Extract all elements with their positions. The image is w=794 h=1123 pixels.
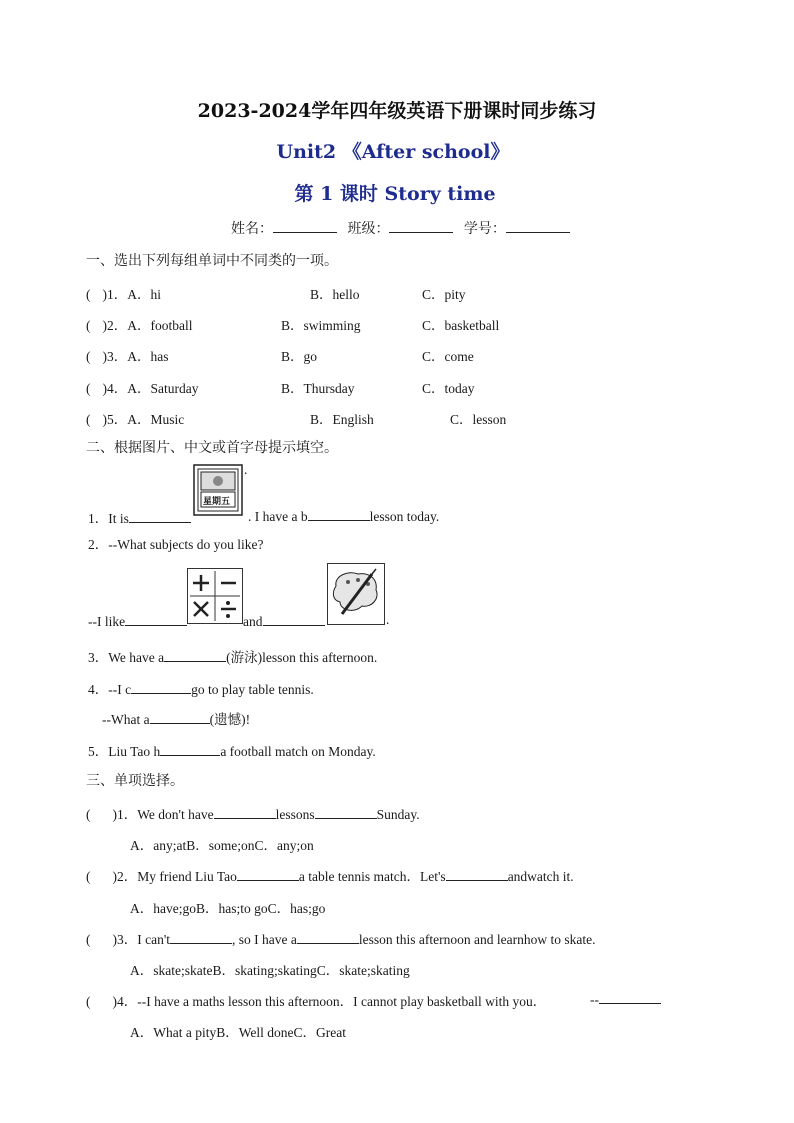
option-c: C．pity	[422, 287, 466, 302]
s2-q4-text-a: 4．--I c	[88, 682, 132, 697]
answer-paren[interactable]: (	[86, 807, 91, 822]
option-c: C．lesson	[450, 412, 507, 427]
answer-paren[interactable]: (	[86, 287, 91, 302]
option-a: )3．A．has	[102, 349, 169, 364]
student-info	[231, 218, 570, 238]
s3-q1-end: Sunday.	[376, 807, 420, 822]
s3-q3-options: A．skate;skateB．skating;skatingC．skate;skating	[130, 963, 410, 978]
s3-q2-blank1[interactable]	[237, 867, 299, 881]
s3-q4-blank[interactable]	[599, 990, 661, 1004]
s2-q4-text-d: (遗憾)!	[209, 712, 251, 727]
s3-q3-blank1[interactable]	[170, 930, 232, 944]
section3-heading: 三、单项选择。	[86, 773, 184, 789]
option-b: B．go	[281, 349, 318, 364]
s3-q1-mid: lessons	[275, 807, 315, 822]
option-a: )5．A．Music	[102, 412, 185, 427]
s3-q1-blank1[interactable]	[214, 805, 276, 819]
paint-palette-icon	[328, 564, 384, 624]
lesson-title: 第 1 课时 Story time	[294, 183, 496, 205]
s3-q4-mid: --	[590, 992, 599, 1007]
s2-q4	[88, 678, 314, 698]
s2-q1-text-c: lesson today.	[369, 509, 440, 524]
name-label: 姓名：	[231, 221, 273, 237]
answer-paren[interactable]: (	[86, 381, 91, 396]
s3-q3-end: lesson this afternoon and learnhow to skate.	[358, 932, 596, 947]
id-blank[interactable]	[506, 219, 570, 233]
s2-q4-blank1[interactable]	[131, 680, 191, 694]
s3-q2-blank2[interactable]	[446, 867, 508, 881]
option-b: B．Thursday	[281, 381, 355, 396]
s3-q2	[86, 865, 574, 885]
s2-q2-text-a: --I like	[88, 614, 126, 629]
s2-q5-blank[interactable]	[160, 742, 220, 756]
art-image	[327, 563, 385, 625]
s3-q1-options: A．any;atB．some;onC．any;on	[130, 838, 314, 853]
maths-image	[187, 568, 243, 624]
s3-q4-options: A．What a pityB．Well doneC．Great	[130, 1025, 346, 1040]
unit-title: Unit2 《After school》	[276, 141, 510, 163]
s2-q1	[88, 507, 191, 527]
class-label: 班级：	[347, 221, 390, 237]
option-c: C．basketball	[422, 318, 500, 333]
s2-q1-rest	[248, 507, 439, 525]
s2-q4-reply	[102, 708, 250, 728]
list-item	[86, 377, 198, 397]
s2-q3-text-a: 3．We have a	[88, 650, 165, 665]
s2-q1-text-a: 1．It is	[88, 511, 129, 526]
id-label: 学号：	[463, 221, 506, 237]
s3-q2-mid: a table tennis match．Let's	[298, 869, 446, 884]
answer-paren[interactable]: (	[86, 412, 91, 427]
option-a: )2．A．football	[102, 318, 193, 333]
s3-q3-stem: )3．I can't	[112, 932, 171, 947]
s3-q2-options: A．have;goB．has;to goC．has;go	[130, 901, 326, 916]
answer-paren[interactable]: (	[86, 932, 91, 947]
s3-q3-mid: , so I have a	[232, 932, 297, 947]
answer-paren[interactable]: (	[86, 994, 91, 1009]
calendar-dot: .	[244, 462, 248, 477]
s3-q3-blank2[interactable]	[297, 930, 359, 944]
s2-q4-text-c: --What a	[102, 712, 150, 727]
s3-q2-stem: )2．My friend Liu Tao	[112, 869, 237, 884]
calendar-icon	[193, 464, 243, 516]
option-b: B．hello	[310, 287, 360, 302]
s3-q1	[86, 803, 420, 823]
section1-heading: 一、选出下列每组单词中不同类的一项。	[86, 253, 338, 269]
s2-q4-text-b: go to play table tennis.	[191, 682, 314, 697]
answer-paren[interactable]: (	[86, 318, 91, 333]
calendar-friday-image	[193, 464, 243, 516]
s2-q3	[88, 646, 377, 666]
s2-q5-text-a: 5．Liu Tao h	[88, 744, 161, 759]
s2-q1-text-b: . I have a b	[248, 509, 308, 524]
class-blank[interactable]	[389, 219, 453, 233]
s2-q4-blank2[interactable]	[150, 710, 210, 724]
option-b: B．swimming	[281, 318, 361, 333]
s3-q4-reply	[590, 990, 661, 1008]
s2-q2-answer-mid	[243, 612, 325, 630]
page-title: 2023-2024学年四年级英语下册课时同步练习	[197, 100, 597, 122]
s2-q1-blank1[interactable]	[129, 509, 191, 523]
list-item	[86, 408, 184, 428]
option-c: C．come	[422, 349, 474, 364]
s3-q4	[86, 990, 546, 1010]
s3-q3	[86, 928, 595, 948]
name-blank[interactable]	[273, 219, 337, 233]
option-a: )1．A．hi	[102, 287, 161, 302]
option-b: B．English	[310, 412, 374, 427]
answer-paren[interactable]: (	[86, 349, 91, 364]
s2-q2-answer	[88, 612, 187, 630]
s3-q1-blank2[interactable]	[315, 805, 377, 819]
s2-q1-blank2[interactable]	[308, 507, 370, 521]
math-symbols-icon	[188, 569, 242, 623]
s2-q2-prompt: 2．--What subjects do you like?	[88, 537, 264, 552]
list-item	[86, 283, 161, 303]
s3-q4-stem: )4．--I have a maths lesson this afternoon．I cannot play basketball with you．	[112, 994, 547, 1009]
option-c: C．today	[422, 381, 475, 396]
s2-q3-text-b: (游泳)lesson this afternoon.	[226, 650, 378, 665]
calendar-label: 星期五	[203, 497, 231, 507]
s3-q2-end: andwatch it.	[507, 869, 574, 884]
s2-q5	[88, 740, 376, 760]
s3-q1-stem: )1．We don't have	[112, 807, 214, 822]
s2-q2-and: and	[243, 614, 263, 629]
s2-q2-blank1[interactable]	[125, 612, 187, 626]
s2-q5-text-b: a football match on Monday.	[220, 744, 376, 759]
answer-paren[interactable]: (	[86, 869, 91, 884]
list-item	[86, 314, 193, 334]
s2-q3-blank[interactable]	[164, 648, 226, 662]
s2-q2-blank2[interactable]	[263, 612, 325, 626]
s2-q2-end: .	[386, 612, 390, 627]
option-a: )4．A．Saturday	[102, 381, 199, 396]
section2-heading: 二、根据图片、中文或首字母提示填空。	[86, 440, 338, 456]
list-item	[86, 345, 169, 365]
